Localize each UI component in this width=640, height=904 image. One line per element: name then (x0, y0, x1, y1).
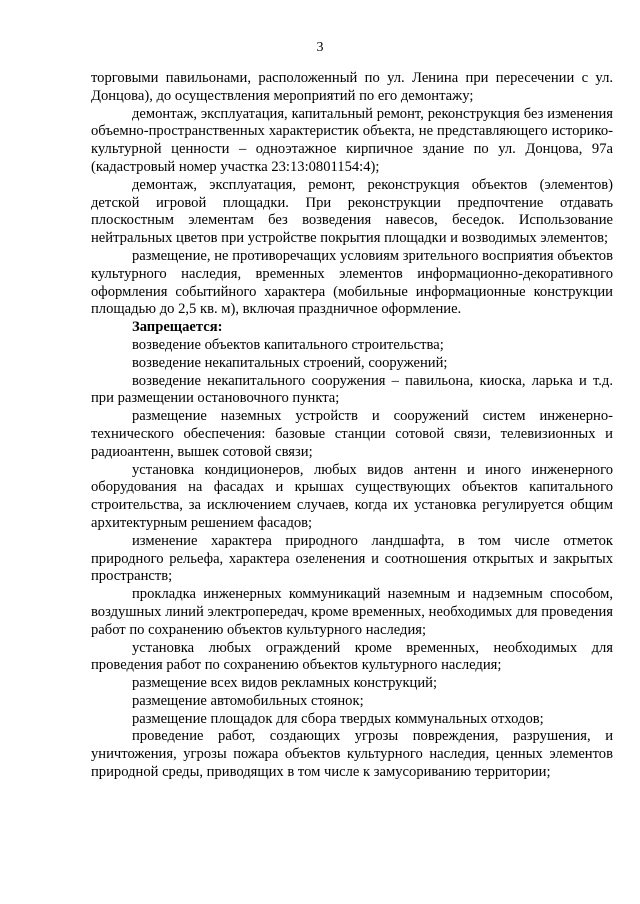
section-heading: Запрещается: (132, 319, 223, 336)
list-item: прокладка инженерных коммуникаций наземным и надземным способом, воздушных линий электропередач, кроме временных, необходимых для проведения работ по сохранению объектов культурного наследия; (91, 586, 613, 638)
list-item: возведение некапитального сооружения – павильона, киоска, ларька и т.д. при размещении остановочного пункта; (91, 372, 613, 407)
paragraph: торговыми павильонами, расположенный по ул. Ленина при пересечении с ул. Донцова), до осуществления мероприятий по его демонтажу; (91, 70, 613, 104)
list-item: установка любых ограждений кроме временных, необходимых для проведения работ по сохранению объектов культурного наследия; (91, 639, 613, 674)
paragraph: демонтаж, эксплуатация, ремонт, реконструкция объектов (элементов) детской игровой площадки. При реконструкции предпочтение отдавать плоскостным элементам без возведения навесов, беседок. Использование нейтральных цветов при устройстве покрытия площадки и возводимых элементов; (91, 176, 613, 247)
paragraph: размещение, не противоречащих условиям зрительного восприятия объектов культурного наследия, временных элементов информационно-декоративного оформления событийного характера (мобильные информационные конструкции площадью до 2,5 кв. м), включая праздничное оформление. (91, 247, 613, 318)
list-item: возведение объектов капитального строительства; (132, 336, 444, 353)
list-item: проведение работ, создающих угрозы повреждения, разрушения, и уничтожения, угрозы пожара объектов культурного наследия, ценных элементов природной среды, приводящих в том числе к замусориванию территории; (91, 728, 613, 781)
paragraph: демонтаж, эксплуатация, капитальный ремонт, реконструкция без изменения объемно-пространственных характеристик объекта, не представляющего историко-культурной ценности – одноэтажное кирпичное здание по ул. Донцова, 97а (кадастровый номер участка 23:13:0801154:4); (91, 105, 613, 175)
document-body (91, 70, 613, 782)
list-item: размещение всех видов рекламных конструкций; (132, 675, 438, 692)
list-item: возведение некапитальных строений, сооружений; (132, 354, 448, 371)
page-number: 3 (316, 40, 324, 55)
list-item: размещение автомобильных стоянок; (132, 692, 364, 709)
list-item: размещение площадок для сбора твердых коммунальных отходов; (132, 710, 544, 727)
list-item: размещение наземных устройств и сооружений систем инженерно-технического обеспечения: базовые станции сотовой связи, телевизионных и радиоантенн, вышек сотовой связи; (91, 408, 613, 460)
list-item: установка кондиционеров, любых видов антенн и иного инженерного оборудования на фасадах и крышах существующих объектов капитального строительства, за исключением случаев, когда их установка регулируется общим архитектурным решением фасадов; (91, 461, 613, 531)
list-item: изменение характера природного ландшафта, в том числе отметок природного рельефа, характера озеленения и соотношения открытых и закрытых пространств; (91, 532, 613, 585)
